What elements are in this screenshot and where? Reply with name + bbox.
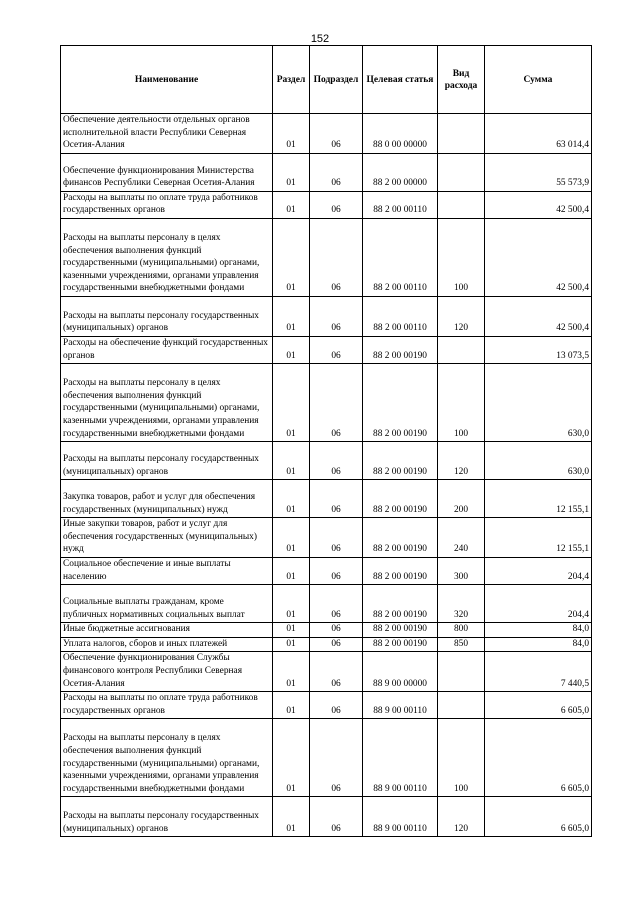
header-amount: Сумма [485,46,592,114]
cell-expense-type: 100 [438,218,485,296]
table-row [61,296,592,336]
cell-amount: 6 605,0 [485,719,592,797]
header-name: Наименование [61,46,273,114]
cell-razdel: 01 [273,719,310,797]
cell-razdel: 01 [273,692,310,719]
cell-razdel: 01 [273,114,310,154]
cell-razdel: 01 [273,518,310,558]
cell-target-article: 88 2 00 00190 [363,364,438,442]
cell-expense-type [438,692,485,719]
cell-expense-type [438,652,485,692]
table-row [61,191,592,218]
cell-razdel: 01 [273,557,310,584]
cell-podrazdel: 06 [310,153,363,191]
cell-name: Закупка товаров, работ и услуг для обеспечения государственных (муниципальных) нужд [61,480,273,518]
cell-podrazdel: 06 [310,336,363,363]
cell-razdel: 01 [273,623,310,638]
cell-expense-type: 240 [438,518,485,558]
cell-razdel: 01 [273,153,310,191]
cell-name: Иные закупки товаров, работ и услуг для обеспечения государственных (муниципальных) нужд [61,518,273,558]
cell-amount: 7 440,5 [485,652,592,692]
cell-razdel: 01 [273,364,310,442]
cell-amount: 13 073,5 [485,336,592,363]
cell-amount: 6 605,0 [485,692,592,719]
cell-expense-type [438,114,485,154]
table-row [61,336,592,363]
cell-podrazdel: 06 [310,114,363,154]
cell-name: Расходы на выплаты персоналу в целях обеспечения выполнения функций государственными (муниципальными) органами, казенными учреждениями, органами управления государственными внебюджетными фондами [61,364,273,442]
cell-amount: 63 014,4 [485,114,592,154]
cell-expense-type: 120 [438,296,485,336]
cell-amount: 630,0 [485,364,592,442]
cell-name: Обеспечение функционирования Министерства финансов Республики Северная Осетия-Алания [61,153,273,191]
cell-amount: 84,0 [485,623,592,638]
cell-target-article: 88 9 00 00110 [363,719,438,797]
table-row [61,719,592,797]
table-row [61,153,592,191]
cell-expense-type: 800 [438,623,485,638]
cell-name: Расходы на обеспечение функций государственных органов [61,336,273,363]
cell-target-article: 88 9 00 00110 [363,692,438,719]
cell-podrazdel: 06 [310,623,363,638]
cell-target-article: 88 0 00 00000 [363,114,438,154]
header-target-article: Целевая статья [363,46,438,114]
cell-name: Уплата налогов, сборов и иных платежей [61,637,273,652]
table-row [61,797,592,837]
cell-razdel: 01 [273,336,310,363]
page-number: 152 [310,33,330,45]
cell-name: Социальные выплаты гражданам, кроме публичных нормативных социальных выплат [61,585,273,623]
cell-razdel: 01 [273,652,310,692]
cell-name: Обеспечение деятельности отдельных органов исполнительной власти Республики Северная Осетия-Алания [61,114,273,154]
cell-podrazdel: 06 [310,364,363,442]
cell-podrazdel: 06 [310,692,363,719]
cell-target-article: 88 2 00 00190 [363,637,438,652]
header-podrazdel: Подраздел [310,46,363,114]
cell-amount: 55 573,9 [485,153,592,191]
cell-razdel: 01 [273,191,310,218]
table-row [61,480,592,518]
budget-table [60,45,592,837]
cell-podrazdel: 06 [310,797,363,837]
cell-amount: 630,0 [485,442,592,480]
cell-expense-type: 300 [438,557,485,584]
cell-name: Расходы на выплаты персоналу государственных (муниципальных) органов [61,442,273,480]
cell-name: Обеспечение функционирования Службы финансового контроля Республики Северная Осетия-Алания [61,652,273,692]
cell-target-article: 88 2 00 00190 [363,518,438,558]
cell-amount: 6 605,0 [485,797,592,837]
cell-target-article: 88 2 00 00000 [363,153,438,191]
cell-podrazdel: 06 [310,480,363,518]
cell-amount: 204,4 [485,585,592,623]
cell-razdel: 01 [273,480,310,518]
cell-expense-type [438,153,485,191]
table-row [61,218,592,296]
cell-name: Иные бюджетные ассигнования [61,623,273,638]
cell-target-article: 88 2 00 00110 [363,218,438,296]
cell-amount: 42 500,4 [485,218,592,296]
cell-podrazdel: 06 [310,585,363,623]
cell-podrazdel: 06 [310,191,363,218]
table-body [61,114,592,837]
header-row [61,46,592,114]
table-row [61,623,592,638]
header-razdel: Раздел [273,46,310,114]
table-row [61,114,592,154]
table-row [61,652,592,692]
cell-amount: 204,4 [485,557,592,584]
table-row [61,585,592,623]
cell-target-article: 88 9 00 00000 [363,652,438,692]
table-row [61,518,592,558]
cell-podrazdel: 06 [310,637,363,652]
cell-name: Расходы на выплаты персоналу государственных (муниципальных) органов [61,797,273,837]
header-expense-type: Вид расхода [438,46,485,114]
cell-target-article: 88 2 00 00110 [363,191,438,218]
cell-podrazdel: 06 [310,218,363,296]
cell-target-article: 88 2 00 00190 [363,442,438,480]
cell-expense-type: 100 [438,719,485,797]
cell-target-article: 88 2 00 00190 [363,623,438,638]
cell-expense-type: 850 [438,637,485,652]
cell-target-article: 88 2 00 00190 [363,480,438,518]
cell-expense-type [438,191,485,218]
cell-target-article: 88 2 00 00190 [363,336,438,363]
cell-target-article: 88 2 00 00190 [363,585,438,623]
cell-expense-type: 200 [438,480,485,518]
cell-podrazdel: 06 [310,296,363,336]
cell-expense-type [438,336,485,363]
cell-name: Расходы на выплаты персоналу государственных (муниципальных) органов [61,296,273,336]
table-row [61,364,592,442]
table-row [61,557,592,584]
cell-name: Расходы на выплаты по оплате труда работников государственных органов [61,692,273,719]
cell-expense-type: 320 [438,585,485,623]
cell-name: Социальное обеспечение и иные выплаты населению [61,557,273,584]
cell-razdel: 01 [273,797,310,837]
cell-name: Расходы на выплаты персоналу в целях обеспечения выполнения функций государственными (муниципальными) органами, казенными учреждениями, органами управления государственными внебюджетными фондами [61,719,273,797]
cell-amount: 12 155,1 [485,480,592,518]
cell-podrazdel: 06 [310,518,363,558]
cell-target-article: 88 9 00 00110 [363,797,438,837]
cell-expense-type: 120 [438,797,485,837]
cell-target-article: 88 2 00 00190 [363,557,438,584]
cell-razdel: 01 [273,218,310,296]
cell-amount: 42 500,4 [485,296,592,336]
cell-podrazdel: 06 [310,719,363,797]
cell-razdel: 01 [273,637,310,652]
cell-razdel: 01 [273,585,310,623]
cell-amount: 84,0 [485,637,592,652]
cell-razdel: 01 [273,442,310,480]
cell-expense-type: 120 [438,442,485,480]
cell-name: Расходы на выплаты персоналу в целях обеспечения выполнения функций государственными (муниципальными) органами, казенными учреждениями, органами управления государственными внебюджетными фондами [61,218,273,296]
cell-target-article: 88 2 00 00110 [363,296,438,336]
cell-podrazdel: 06 [310,442,363,480]
cell-razdel: 01 [273,296,310,336]
table-row [61,442,592,480]
cell-amount: 12 155,1 [485,518,592,558]
cell-name: Расходы на выплаты по оплате труда работников государственных органов [61,191,273,218]
cell-expense-type: 100 [438,364,485,442]
cell-amount: 42 500,4 [485,191,592,218]
table-row [61,692,592,719]
cell-podrazdel: 06 [310,652,363,692]
table-row [61,637,592,652]
cell-podrazdel: 06 [310,557,363,584]
